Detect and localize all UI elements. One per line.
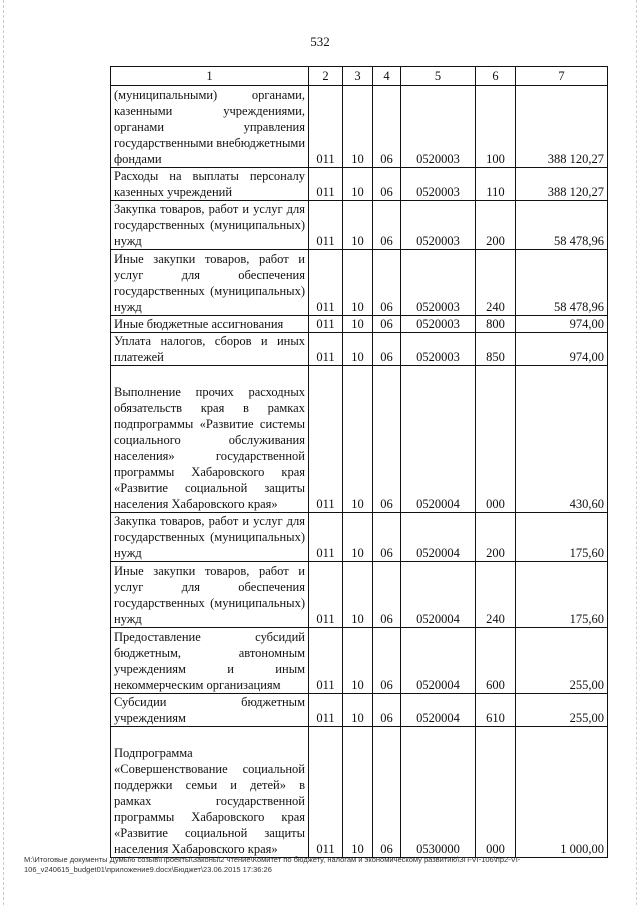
row-target-article-cell: 0520003 (401, 333, 476, 366)
row-name-cell: Выполнение прочих расходных обязательств края в рамках подпрограммы «Развитие системы социального обслуживания населения» государственной программы Хабаровского края «Развитие социальной защиты населения Хабаровского края» (111, 366, 309, 513)
table-row (111, 562, 608, 628)
row-subsection-cell: 06 (373, 86, 401, 168)
row-section-cell: 10 (343, 366, 373, 513)
row-code-cell: 011 (309, 201, 343, 250)
row-subsection-cell: 06 (373, 168, 401, 201)
row-subsection-cell: 06 (373, 250, 401, 316)
row-expense-type-cell: 850 (476, 333, 516, 366)
row-target-article-cell: 0520003 (401, 316, 476, 333)
row-subsection-cell: 06 (373, 316, 401, 333)
row-amount-cell: 388 120,27 (516, 168, 608, 201)
row-section-cell: 10 (343, 333, 373, 366)
row-expense-type-cell: 110 (476, 168, 516, 201)
row-section-cell: 10 (343, 694, 373, 727)
row-name-cell: Иные закупки товаров, работ и услуг для обеспечения государственных (муниципальных) нужд (111, 562, 309, 628)
row-section-cell: 10 (343, 201, 373, 250)
row-subsection-cell: 06 (373, 727, 401, 858)
row-expense-type-cell: 240 (476, 562, 516, 628)
header-col-7: 7 (516, 67, 608, 86)
table-row (111, 694, 608, 727)
row-expense-type-cell: 610 (476, 694, 516, 727)
row-expense-type-cell: 200 (476, 513, 516, 562)
row-amount-cell: 175,60 (516, 562, 608, 628)
row-amount-cell: 430,60 (516, 366, 608, 513)
table-row (111, 727, 608, 858)
row-code-cell: 011 (309, 727, 343, 858)
header-col-1: 1 (111, 67, 309, 86)
row-section-cell: 10 (343, 562, 373, 628)
row-expense-type-cell: 800 (476, 316, 516, 333)
row-name-cell: Закупка товаров, работ и услуг для государственных (муниципальных) нужд (111, 201, 309, 250)
row-name-cell: Подпрограмма «Совершенствование социальной поддержки семьи и детей» в рамках государственной программы Хабаровского края «Развитие социальной защиты населения Хабаровского края» (111, 727, 309, 858)
header-col-2: 2 (309, 67, 343, 86)
header-col-4: 4 (373, 67, 401, 86)
row-name-cell: Расходы на выплаты персоналу казенных учреждений (111, 168, 309, 201)
row-section-cell: 10 (343, 168, 373, 201)
row-section-cell: 10 (343, 250, 373, 316)
table-header-row (111, 67, 608, 86)
row-subsection-cell: 06 (373, 333, 401, 366)
row-target-article-cell: 0530000 (401, 727, 476, 858)
table-row (111, 86, 608, 168)
row-code-cell: 011 (309, 250, 343, 316)
row-name-cell: Закупка товаров, работ и услуг для государственных (муниципальных) нужд (111, 513, 309, 562)
row-code-cell: 011 (309, 694, 343, 727)
row-subsection-cell: 06 (373, 366, 401, 513)
row-expense-type-cell: 100 (476, 86, 516, 168)
row-name-cell: Субсидии бюджетным учреждениям (111, 694, 309, 727)
row-name-cell: Иные закупки товаров, работ и услуг для обеспечения государственных (муниципальных) нужд (111, 250, 309, 316)
table-row (111, 366, 608, 513)
scan-edge-right (634, 0, 637, 905)
row-code-cell: 011 (309, 628, 343, 694)
row-amount-cell: 58 478,96 (516, 250, 608, 316)
row-section-cell: 10 (343, 316, 373, 333)
row-code-cell: 011 (309, 316, 343, 333)
row-code-cell: 011 (309, 513, 343, 562)
table-row (111, 201, 608, 250)
header-col-5: 5 (401, 67, 476, 86)
row-amount-cell: 175,60 (516, 513, 608, 562)
row-section-cell: 10 (343, 628, 373, 694)
row-section-cell: 10 (343, 513, 373, 562)
row-expense-type-cell: 000 (476, 366, 516, 513)
row-target-article-cell: 0520004 (401, 562, 476, 628)
row-target-article-cell: 0520003 (401, 201, 476, 250)
row-subsection-cell: 06 (373, 562, 401, 628)
table-row (111, 513, 608, 562)
page-number: 532 (310, 34, 330, 49)
row-target-article-cell: 0520004 (401, 366, 476, 513)
row-expense-type-cell: 600 (476, 628, 516, 694)
row-name-cell: (муниципальными) органами, казенными учреждениями, органами управления государственными внебюджетными фондами (111, 86, 309, 168)
scan-edge-left (3, 0, 6, 905)
table-row (111, 628, 608, 694)
row-target-article-cell: 0520003 (401, 168, 476, 201)
row-amount-cell: 974,00 (516, 333, 608, 366)
row-amount-cell: 1 000,00 (516, 727, 608, 858)
row-code-cell: 011 (309, 168, 343, 201)
row-target-article-cell: 0520004 (401, 628, 476, 694)
budget-table (110, 66, 608, 858)
table-row (111, 316, 608, 333)
row-code-cell: 011 (309, 86, 343, 168)
row-name-cell: Уплата налогов, сборов и иных платежей (111, 333, 309, 366)
row-amount-cell: 58 478,96 (516, 201, 608, 250)
row-amount-cell: 255,00 (516, 628, 608, 694)
row-subsection-cell: 06 (373, 628, 401, 694)
table-row (111, 250, 608, 316)
header-col-6: 6 (476, 67, 516, 86)
row-subsection-cell: 06 (373, 513, 401, 562)
row-target-article-cell: 0520004 (401, 694, 476, 727)
row-name-cell: Предоставление субсидий бюджетным, автономным учреждениям и иным некоммерческим организациям (111, 628, 309, 694)
row-section-cell: 10 (343, 727, 373, 858)
row-subsection-cell: 06 (373, 694, 401, 727)
row-code-cell: 011 (309, 333, 343, 366)
row-expense-type-cell: 200 (476, 201, 516, 250)
row-code-cell: 011 (309, 562, 343, 628)
row-subsection-cell: 06 (373, 201, 401, 250)
row-target-article-cell: 0520004 (401, 513, 476, 562)
row-expense-type-cell: 000 (476, 727, 516, 858)
row-amount-cell: 388 120,27 (516, 86, 608, 168)
row-target-article-cell: 0520003 (401, 250, 476, 316)
row-section-cell: 10 (343, 86, 373, 168)
row-name-cell: Иные бюджетные ассигнования (111, 316, 309, 333)
table-row (111, 168, 608, 201)
row-code-cell: 011 (309, 366, 343, 513)
row-amount-cell: 974,00 (516, 316, 608, 333)
document-path-footer: М:\Итоговые документы Думы\6 созыв\Проекты\Законы\2 чтение\Комитет по бюджету, налогам и экономическому развитию\ЗП-VI-106\пр2-VI-106_v240615_budget01\приложение9.docx\Бюджет\23.06.2015 17:36:26 (24, 855, 521, 874)
header-col-3: 3 (343, 67, 373, 86)
row-expense-type-cell: 240 (476, 250, 516, 316)
row-amount-cell: 255,00 (516, 694, 608, 727)
table-row (111, 333, 608, 366)
row-target-article-cell: 0520003 (401, 86, 476, 168)
